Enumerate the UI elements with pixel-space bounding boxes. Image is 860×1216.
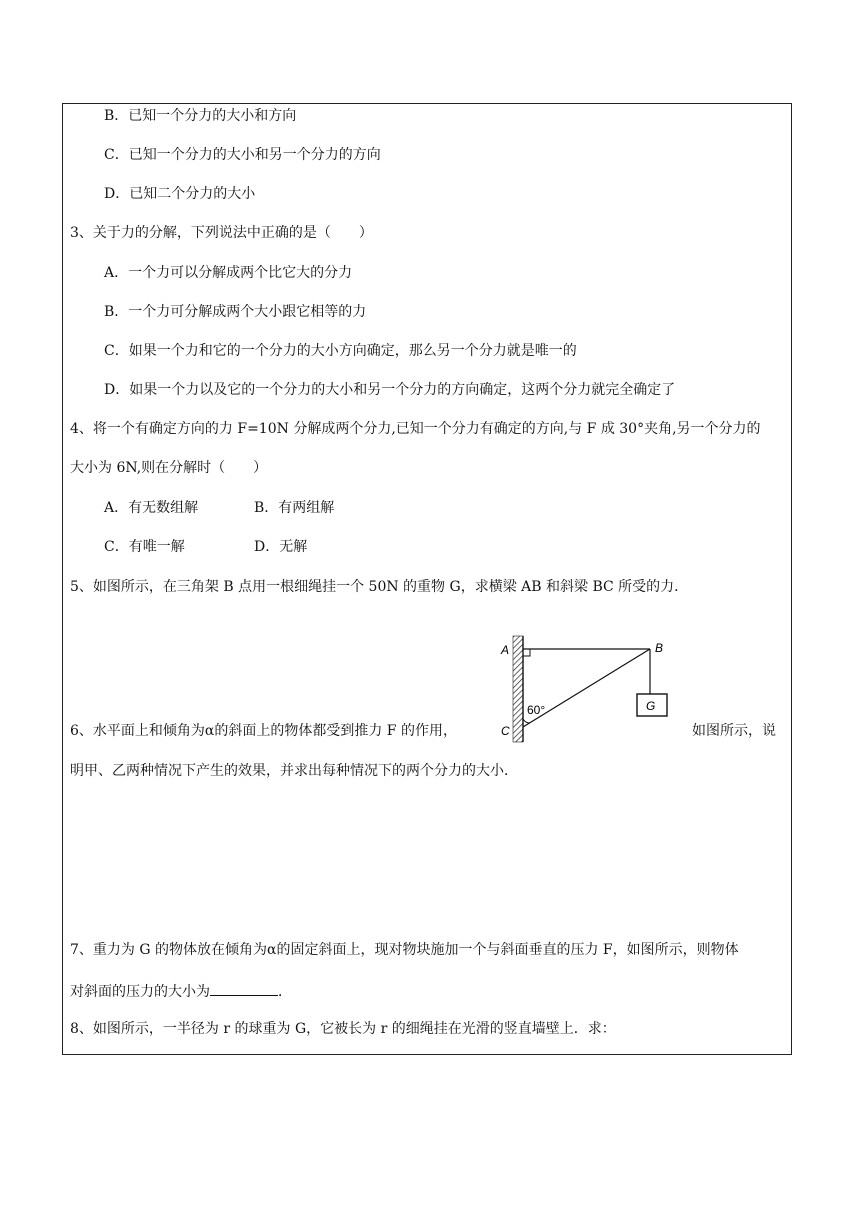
q6-stem-right: 如图所示，说 <box>692 723 776 739</box>
tripod-figure <box>495 632 685 744</box>
q2-option-c: C．已知一个分力的大小和另一个分力的方向 <box>104 147 381 163</box>
q6-stem-left: 6、水平面上和倾角为α的斜面上的物体都受到推力 F 的作用， <box>70 723 457 739</box>
label-a: A <box>501 643 510 657</box>
q5-stem: 5、如图所示，在三角架 B 点用一根细绳挂一个 50N 的重物 G，求横梁 AB 和斜梁 BC 所受的力． <box>70 579 689 595</box>
q3-option-d: D．如果一个力以及它的一个分力的大小和另一个分力的方向确定，这两个分力就完全确定了 <box>104 382 676 398</box>
right-angle-mark <box>523 649 530 656</box>
q3-option-a: A．一个力可以分解成两个比它大的分力 <box>104 265 353 281</box>
weight-label: G <box>646 699 656 713</box>
q6-stem-line2: 明甲、乙两种情况下产生的效果，并求出每种情况下的两个分力的大小． <box>70 763 518 779</box>
q4-option-a: A．有无数组解 <box>104 500 199 516</box>
angle-arc <box>523 719 530 723</box>
q4-stem-line1: 4、将一个有确定方向的力 F=10N 分解成两个分力,已知一个分力有确定的方向,与 F 成 30°夹角,另一个分力的 <box>70 421 761 437</box>
q7-text: 对斜面的压力的大小为 <box>70 984 210 1000</box>
q7-stem-line1: 7、重力为 G 的物体放在倾角为α的固定斜面上，现对物块施加一个与斜面垂直的压力 F，如图所示，则物体 <box>70 942 739 958</box>
angle-label: 60° <box>527 703 546 717</box>
q8-stem: 8、如图所示，一半径为 r 的球重为 G，它被长为 r 的细绳挂在光滑的竖直墙壁上．求： <box>70 1021 616 1037</box>
q4-stem-line2: 大小为 6N,则在分解时（ ） <box>70 460 268 476</box>
q4-option-b: B．有两组解 <box>254 500 335 516</box>
label-c: C <box>501 724 510 738</box>
q4-option-d: D．无解 <box>254 539 308 555</box>
q3-option-c: C．如果一个力和它的一个分力的大小方向确定，那么另一个分力就是唯一的 <box>104 343 577 359</box>
q7-stem-line2 <box>70 981 292 1001</box>
q7-period: ． <box>278 984 292 1000</box>
q4-option-c: C．有唯一解 <box>104 539 185 555</box>
label-b: B <box>655 641 664 655</box>
q2-option-d: D．已知二个分力的大小 <box>104 186 256 202</box>
q3-option-b: B．一个力可分解成两个大小跟它相等的力 <box>104 304 367 320</box>
answer-blank[interactable] <box>210 981 278 996</box>
wall <box>513 636 523 742</box>
q2-option-b: B．已知一个分力的大小和方向 <box>104 108 297 124</box>
q3-stem: 3、关于力的分解，下列说法中正确的是（ ） <box>70 225 373 241</box>
